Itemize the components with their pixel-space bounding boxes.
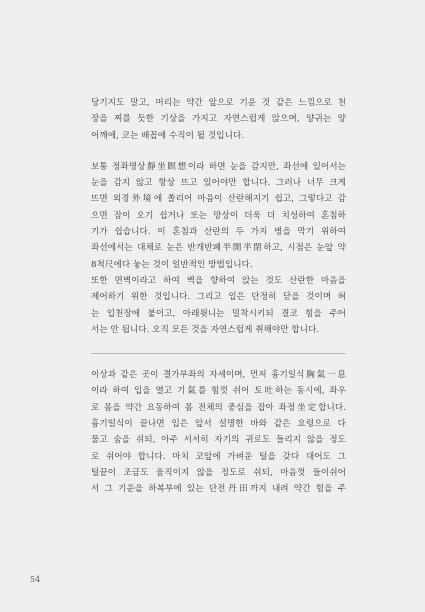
- text-line: 로 몸을 약간 요동하여 몸 전체의 중심을 잡아 좌정坐定합니다.: [91, 402, 346, 413]
- text-line: 8척尺에다 놓는 것이 일반적인 방법입니다.: [91, 259, 253, 270]
- paragraph-1: [91, 95, 346, 144]
- text-line: 또한 면벽이라고 하여 벽을 향하여 앉는 것도 산란한 마음을: [91, 275, 346, 286]
- text-line: 로 쉬어야 합니다. 마치 코앞에 가벼운 털을 갖다 대어도 그: [91, 451, 346, 462]
- section-divider: [91, 353, 346, 354]
- paragraph-3: [91, 273, 346, 338]
- text-line: 눈을 감지 않고 항상 뜨고 있어야만 합니다. 그러나 너무 크게: [91, 178, 346, 189]
- text-line: 는 입천장에 붙이고, 아래윗니는 밀착시키되 결코 힘을 주어: [91, 308, 346, 319]
- text-line: 이라 하여 입을 열고 기氣를 힘껏 쉬어 토吐하는 동시에, 좌우: [91, 386, 346, 397]
- text-line: 당기지도 말고, 머리는 약간 앞으로 기운 것 같은 느낌으로 천: [91, 98, 346, 108]
- text-line: 털끝이 조금도 움직이지 않을 정도로 쉬되, 마음껏 들이쉬어: [91, 467, 346, 478]
- text-line: 기가 쉽습니다. 이 혼침과 산란의 두 가지 병을 막기 위하여: [91, 227, 346, 238]
- paragraph-gap: [91, 144, 346, 159]
- text-line: 보통 정좌명상靜坐瞑想이라 하면 눈을 감지만, 좌선에 있어서는: [91, 161, 346, 172]
- text-line: 서 그 기운을 하복부에 있는 단전丹田까지 내려 약간 힘을 주: [91, 484, 346, 495]
- text-line: 물고 숨을 쉬되, 아주 서서히 자기의 귀로도 들리지 않을 정도: [91, 435, 346, 446]
- text-line: 흉기일식이 끝나면 입은 앞서 설명한 바와 같은 요령으로 다: [91, 419, 346, 430]
- text-line: 서는 안 됩니다. 오직 모든 것을 자연스럽게 취해야만 합니다.: [91, 324, 320, 335]
- text-line: 어깨에, 코는 배꼽에 수직이 될 것입니다.: [91, 130, 245, 141]
- text-line: 으면 잠이 오기 쉽거나 또는 망상이 더욱 더 치성하여 혼침하: [91, 210, 346, 221]
- text-line: 뜨면 외경外境에 쏠리어 마음이 산란해지기 쉽고, 그렇다고 감: [91, 194, 346, 205]
- text-line: 장을 찌를 듯한 기상을 가지고 자연스럽게 앉으며, 양귀는 양: [91, 114, 346, 125]
- text-line: 이상과 같은 곳이 결가부좌의 자세이며, 먼저 흉기일식胸氣一息: [91, 370, 346, 381]
- paragraph-4: [91, 367, 346, 497]
- paragraph-2: [91, 159, 346, 273]
- text-line: 제어하기 위한 것입니다. 그리고 입은 단정히 닫을 것이며 혀: [91, 292, 346, 303]
- body-text: [91, 95, 346, 498]
- page-number: 54: [30, 575, 41, 584]
- text-line: 좌선에서는 대체로 눈은 반개반폐半開半閉하고, 시점은 눈앞 약: [91, 243, 346, 254]
